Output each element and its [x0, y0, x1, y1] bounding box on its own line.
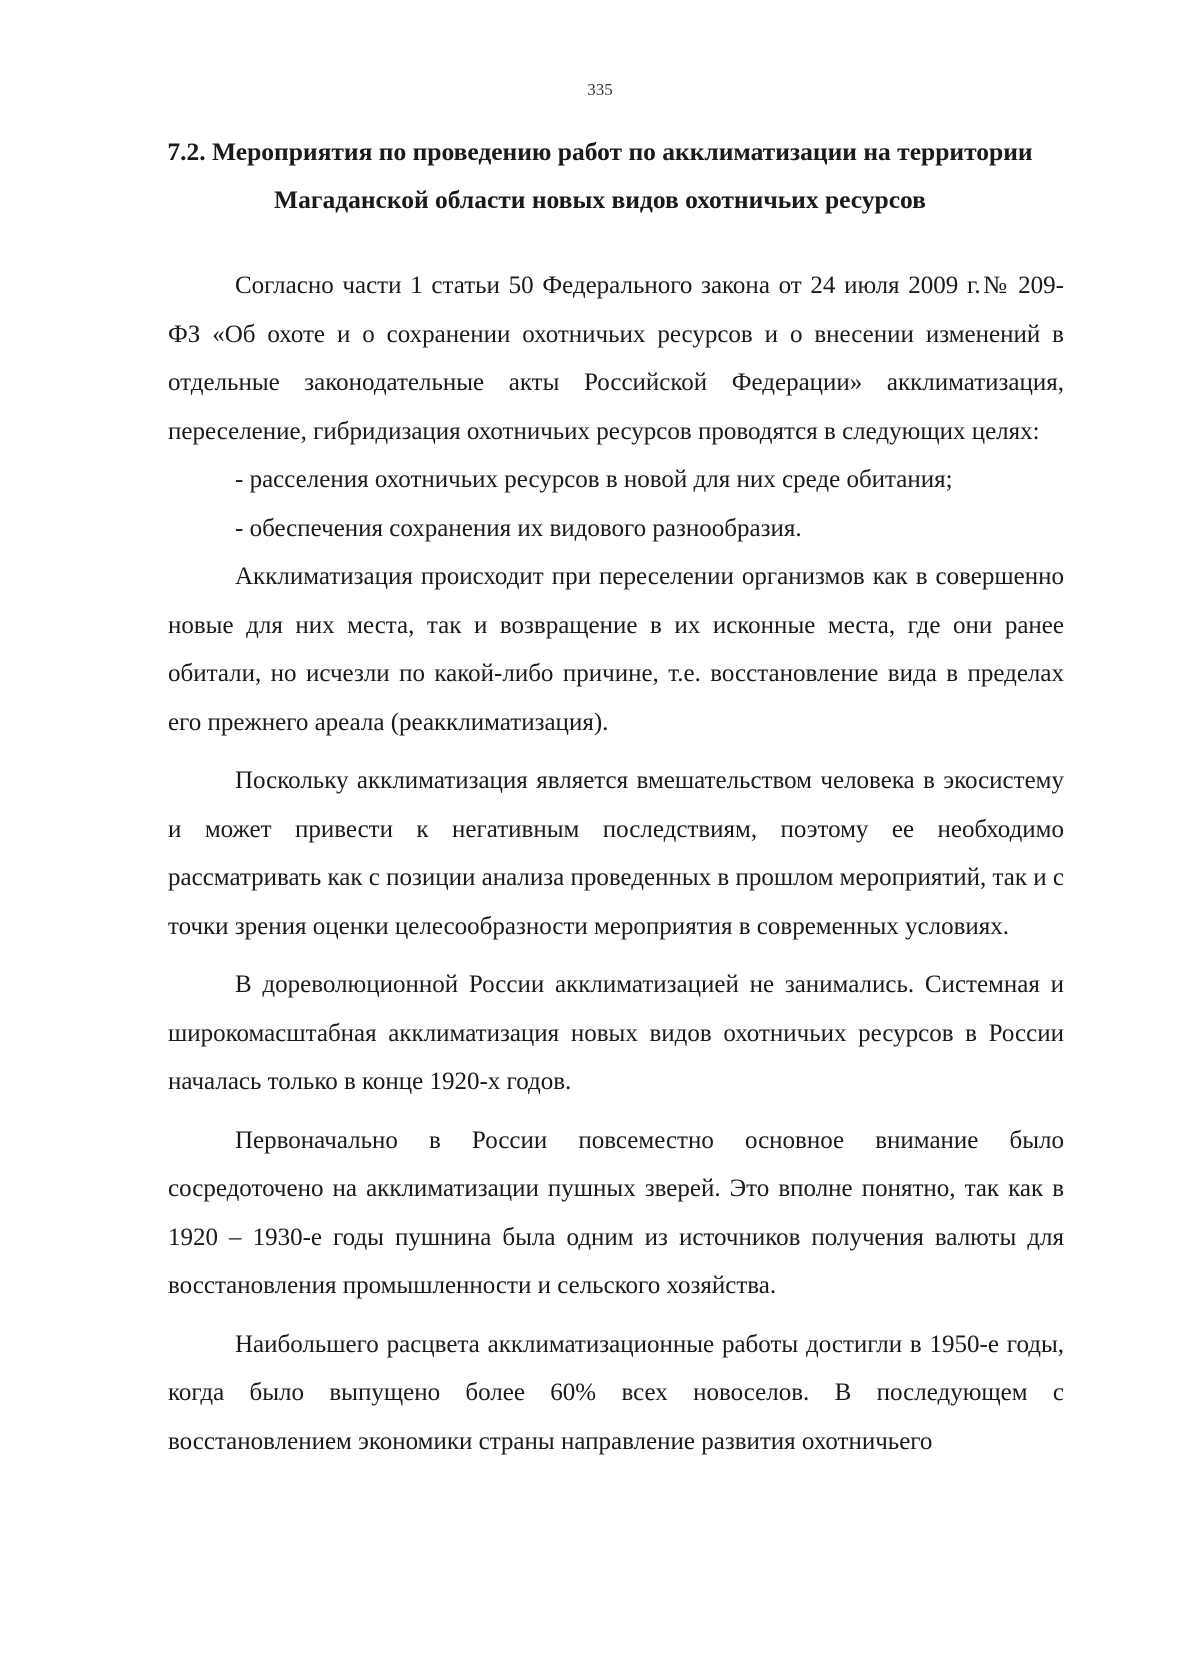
paragraph-law-reference: Согласно части 1 статьи 50 Федерального закона от 24 июля 2009 г.№ 209- ФЗ «Об охоте и о сохранении охотничьих ресурсов и о внесении изменений в отдельные законодательные акты Российской Федерации» акклиматизация, переселение, гибридизация охотничьих ресурсов проводятся в следующих целях:	[168, 272, 1064, 445]
paragraph-prerevolutionary: В дореволюционной России акклиматизацией не занимались. Системная и широкомасштабная акклиматизация новых видов охотничьих ресурсов в России началась только в конце 1920-х годов.	[168, 971, 1064, 1095]
body-text	[168, 262, 1064, 1466]
page-number: 335	[587, 80, 613, 99]
section-heading: 7.2. Мероприятия по проведению работ по акклиматизации на территории Магаданской области новых видов охотничьих ресурсов	[167, 137, 1033, 214]
paragraph-fur-animals: Первоначально в России повсеместно основное внимание было сосредоточено на акклиматизации пушных зверей. Это вполне понятно, так как в 1920 – 1930-е годы пушнина была одним из источников получения валюты для восстановления промышленности и сельского хозяйства.	[168, 1126, 1064, 1299]
list-item-goal-resettlement: - расселения охотничьих ресурсов в новой для них среде обитания;	[235, 466, 953, 493]
paragraph-1950s: Наибольшего расцвета акклиматизационные работы достигли в 1950-е годы, когда было выпущено более 60% всех новоселов. В последующем с восстановлением экономики страны направление развития охотничьего	[168, 1330, 1064, 1455]
paragraph-human-intervention: Поскольку акклиматизация является вмешательством человека в экосистему и может привести к негативным последствиям, поэтому ее необходимо рассматривать как с позиции анализа проведенных в прошлом мероприятий, так и с точки зрения оценки целесообразности мероприятия в современных условиях.	[168, 767, 1064, 940]
paragraph-acclimatization-definition: Акклиматизация происходит при переселении организмов как в совершенно новые для них места, так и возвращение в их исконные места, где они ранее обитали, но исчезли по какой-либо причине, т.е. восстановление вида в пределах его прежнего ареала (реакклиматизация).	[168, 563, 1064, 736]
list-item-goal-diversity: - обеспечения сохранения их видового разнообразия.	[235, 514, 802, 542]
